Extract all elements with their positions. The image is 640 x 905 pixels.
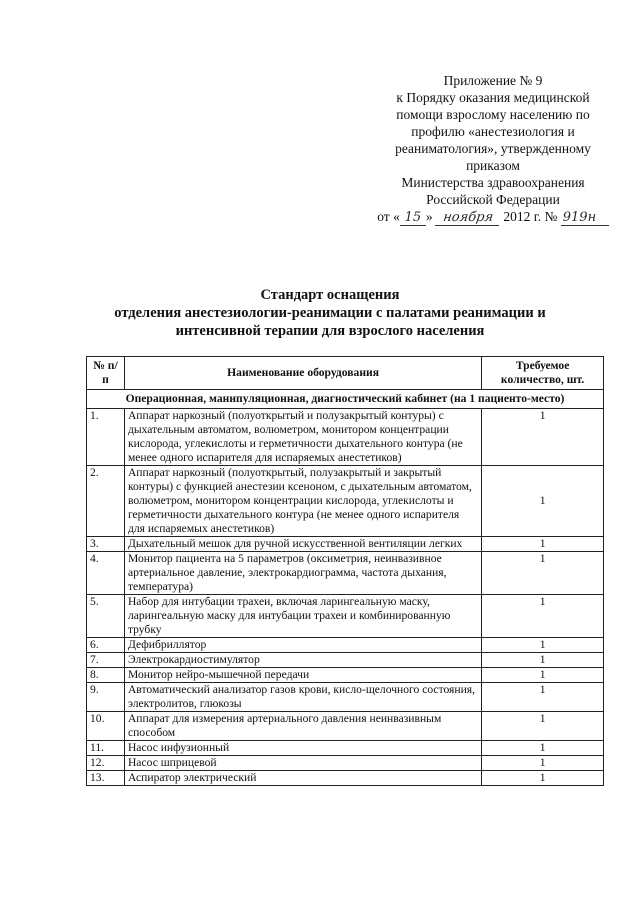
row-num: 11. bbox=[87, 741, 125, 756]
header-qty: Требуемое количество, шт. bbox=[482, 357, 604, 390]
row-qty: 1 bbox=[482, 741, 604, 756]
row-qty: 1 bbox=[482, 771, 604, 786]
table-row bbox=[87, 712, 604, 741]
row-name: Аппарат наркозный (полуоткрытый и полузакрытый контуры) с дыхательным автоматом, волюметром, монитором концентрации кислорода, углекислоты и герметичности дыхательного контура (не менее одного испарителя для испаряемых анестетиков) bbox=[124, 409, 481, 466]
row-num: 1. bbox=[87, 409, 125, 466]
header-num: № п/п bbox=[87, 357, 125, 390]
equipment-table bbox=[86, 356, 604, 786]
annex-line: к Порядку оказания медицинской bbox=[396, 90, 590, 105]
row-num: 10. bbox=[87, 712, 125, 741]
row-qty: 1 bbox=[482, 756, 604, 771]
table-row bbox=[87, 466, 604, 537]
row-name: Аппарат наркозный (полуоткрытый, полузакрытый и закрытый контуры) с функцией анестезии ксеноном, с дыхательным автоматом, волюметром, монитором концентрации кислорода, углекислоты и герметичности дыхательного контура (не менее одного испарителя для испаряемых анестетиков) bbox=[124, 466, 481, 537]
handwritten-day: 15 bbox=[400, 211, 426, 226]
section-row bbox=[87, 390, 604, 409]
row-name: Дефибриллятор bbox=[124, 638, 481, 653]
title-line: интенсивной терапии для взрослого населения bbox=[175, 323, 485, 339]
row-qty: 1 bbox=[482, 466, 604, 537]
row-name: Насос шприцевой bbox=[124, 756, 481, 771]
order-date-line: от « 15 » ноября 2012 г. № 919н bbox=[360, 208, 626, 226]
row-name: Аспиратор электрический bbox=[124, 771, 481, 786]
row-name: Автоматический анализатор газов крови, кисло-щелочного состояния, электролитов, глюкозы bbox=[124, 683, 481, 712]
handwritten-month: ноября bbox=[435, 211, 501, 226]
annex-line: Министерства здравоохранения bbox=[401, 175, 585, 190]
annex-line: Приложение № 9 bbox=[443, 73, 543, 88]
row-qty: 1 bbox=[482, 712, 604, 741]
row-num: 9. bbox=[87, 683, 125, 712]
row-name: Монитор нейро-мышечной передачи bbox=[124, 668, 481, 683]
document-title bbox=[40, 286, 620, 340]
row-name: Дыхательный мешок для ручной искусственной вентиляции легких bbox=[124, 537, 481, 552]
annex-line: реаниматология», утвержденному bbox=[395, 141, 591, 156]
row-qty: 1 bbox=[482, 653, 604, 668]
year-text: 2012 г. № bbox=[503, 209, 558, 224]
row-num: 8. bbox=[87, 668, 125, 683]
annex-header bbox=[360, 72, 626, 226]
table-row bbox=[87, 537, 604, 552]
table-row bbox=[87, 653, 604, 668]
title-line: Стандарт оснащения bbox=[260, 287, 400, 303]
annex-line: помощи взрослому населению по bbox=[396, 107, 590, 122]
table-row bbox=[87, 668, 604, 683]
row-num: 3. bbox=[87, 537, 125, 552]
header-name: Наименование оборудования bbox=[124, 357, 481, 390]
annex-line: Российской Федерации bbox=[426, 192, 560, 207]
row-name: Набор для интубации трахеи, включая ларингеальную маску, ларингеальную маску для интубации трахеи и комбинированную трубку bbox=[124, 595, 481, 638]
row-name: Электрокардиостимулятор bbox=[124, 653, 481, 668]
row-name: Насос инфузионный bbox=[124, 741, 481, 756]
table-row bbox=[87, 638, 604, 653]
table-row bbox=[87, 595, 604, 638]
row-qty: 1 bbox=[482, 552, 604, 595]
row-num: 12. bbox=[87, 756, 125, 771]
table-header-row bbox=[87, 357, 604, 390]
table-row bbox=[87, 771, 604, 786]
row-qty: 1 bbox=[482, 638, 604, 653]
row-num: 4. bbox=[87, 552, 125, 595]
row-qty: 1 bbox=[482, 409, 604, 466]
row-qty: 1 bbox=[482, 537, 604, 552]
row-num: 7. bbox=[87, 653, 125, 668]
title-line: отделения анестезиологии-реанимации с палатами реанимации и bbox=[114, 305, 546, 321]
table-row bbox=[87, 741, 604, 756]
table-row bbox=[87, 756, 604, 771]
table-row bbox=[87, 409, 604, 466]
row-num: 6. bbox=[87, 638, 125, 653]
annex-line: приказом bbox=[466, 158, 520, 173]
row-num: 5. bbox=[87, 595, 125, 638]
handwritten-order-number: 919н bbox=[561, 211, 609, 226]
row-qty: 1 bbox=[482, 595, 604, 638]
row-name: Аппарат для измерения артериального давления неинвазивным способом bbox=[124, 712, 481, 741]
table-row bbox=[87, 683, 604, 712]
table-row bbox=[87, 552, 604, 595]
row-qty: 1 bbox=[482, 683, 604, 712]
row-num: 2. bbox=[87, 466, 125, 537]
annex-line: профилю «анестезиология и bbox=[411, 124, 575, 139]
row-qty: 1 bbox=[482, 668, 604, 683]
section-title: Операционная, манипуляционная, диагностический кабинет (на 1 пациенто-место) bbox=[87, 390, 604, 409]
row-name: Монитор пациента на 5 параметров (оксиметрия, неинвазивное артериальное давление, электрокардиограмма, частота дыхания, температура) bbox=[124, 552, 481, 595]
row-num: 13. bbox=[87, 771, 125, 786]
